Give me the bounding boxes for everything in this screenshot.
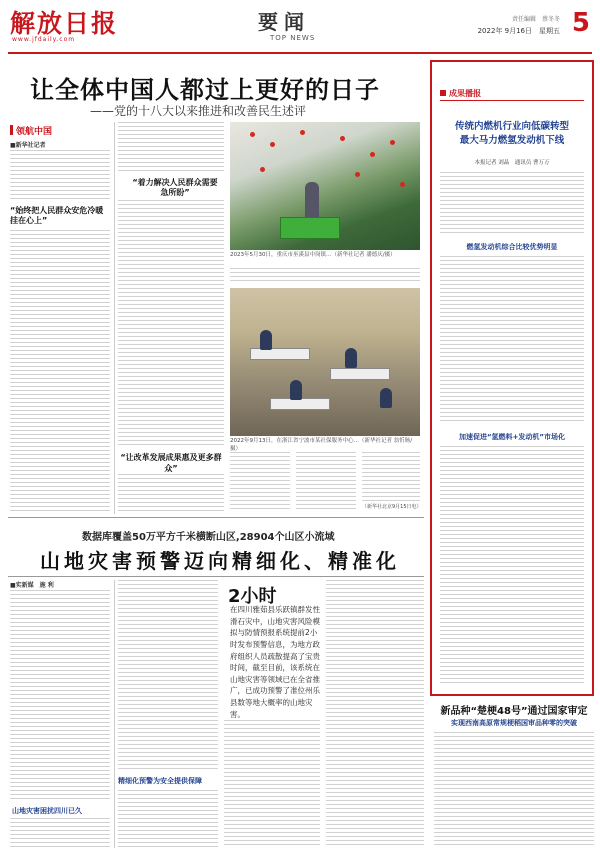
lead-subhead-3: “让改革发展成果惠及更多群众” <box>120 453 222 473</box>
page-number: 5 <box>571 8 590 38</box>
results-subhead-1: 燃氢发动机综合比较优势明显 <box>466 243 558 251</box>
second-body-text <box>118 790 218 848</box>
photo-2-caption: 2022年9月13日，在浙江省宁波市某社保服务中心…（新华社记者 翁忻旸/摄） <box>230 438 413 452</box>
lead-body-text <box>230 268 420 284</box>
second-body-text <box>118 580 218 770</box>
service-hall-photo <box>230 288 420 436</box>
lead-end-note: （新华社北京9月15日电） <box>362 504 422 510</box>
results-body-text <box>440 256 584 424</box>
results-body-text <box>440 446 584 686</box>
time-callout-text: 在四川雅茹县乐跃镇群发性滑石灾中，山地灾害风险模拟与防情预报系统提前2小时发布预警信息，为地方政府组织人员疏散提高了宝贵时间，截至目前，该系统在山地灾害等领域已在全省推广，已成功预警了准位州乐县数等地大概率的山地灾害。 <box>230 605 320 719</box>
issue-date: 2022年 9月16日 星期五 <box>477 27 560 35</box>
photo-1-caption: 2023年5月30日，重庆市巫溪县中岗镇…（新华社记者 潘德庆/摄） <box>230 252 396 258</box>
newspaper-logo: 解放日报 <box>10 9 119 38</box>
second-body-text <box>224 720 320 848</box>
rice-news-body-text <box>434 732 594 848</box>
lead-body-text <box>230 452 290 512</box>
results-tag-label: 成果播报 <box>449 89 481 98</box>
time-callout-number: 2小时 <box>228 586 277 607</box>
lead-body-text <box>10 230 110 512</box>
column-tag-label: 领航中国 <box>16 127 53 137</box>
tag-bar-icon <box>10 125 13 135</box>
lead-subhead-2: “着力解决人民群众需要急所盼” <box>132 178 218 198</box>
masthead-rule <box>8 52 592 54</box>
second-subhead-2: 精细化预警为安全提供保障 <box>118 777 202 785</box>
second-deck: 数据库覆盖50万平方千米横断山区,28904个山区小流域 <box>82 532 335 543</box>
results-rule <box>440 100 584 101</box>
results-subhead-2: 加速促进“氢燃料+发动机”市场化 <box>458 433 566 441</box>
second-headline[interactable]: 山地灾害预警迈向精细化、精准化 <box>40 549 400 573</box>
rice-news-subtitle: 实现西南高原常规梗稻国审品种零的突破 <box>451 719 577 727</box>
lead-body-text <box>10 150 110 202</box>
lead-body-text <box>296 452 356 512</box>
editor-credit: 责任编辑 蔡冬冬 <box>511 16 560 23</box>
results-headline-line-2: 最大马力燃氢发动机下线 <box>459 135 565 147</box>
results-headline-line-1: 传统内燃机行业向低碳转型 <box>454 121 569 132</box>
second-body-text <box>10 590 110 800</box>
second-body-text <box>10 818 110 848</box>
second-byline: ■实新媒 施 利 <box>10 582 54 589</box>
section-title: 要闻 <box>258 10 310 34</box>
lead-byline: ■新华社记者 <box>10 142 46 149</box>
greenhouse-photo <box>230 122 420 250</box>
section-subtitle: TOP NEWS <box>270 34 316 42</box>
column-divider <box>114 122 115 514</box>
second-body-text <box>326 580 424 848</box>
square-icon <box>440 90 446 96</box>
results-byline: 本报记者 刘晶 通讯员 曹万万 <box>474 160 550 166</box>
masthead <box>0 0 600 52</box>
column-divider <box>114 580 115 848</box>
section-divider <box>8 517 424 518</box>
rice-news-headline[interactable]: 新品种“楚梗48号”通过国家审定 <box>440 706 588 717</box>
section-divider <box>8 576 424 577</box>
lead-body-text <box>362 452 420 502</box>
lead-subhead-1: “始终把人民群众安危冷暖挂在心上” <box>10 206 104 226</box>
site-url[interactable]: www.jfdaily.com <box>12 36 76 43</box>
results-tag <box>440 88 481 99</box>
results-headline[interactable] <box>440 120 584 149</box>
results-body-text <box>440 172 584 234</box>
second-subhead-1: 山地灾害困扰四川已久 <box>12 807 82 815</box>
lead-body-text <box>118 122 224 174</box>
lead-headline[interactable]: 让全体中国人都过上更好的日子 <box>30 75 380 104</box>
lead-body-text <box>118 200 224 448</box>
lead-body-text <box>118 474 224 512</box>
lead-subhead: ——党的十八大以来推进和改善民生述评 <box>90 104 307 118</box>
column-tag <box>10 124 52 137</box>
